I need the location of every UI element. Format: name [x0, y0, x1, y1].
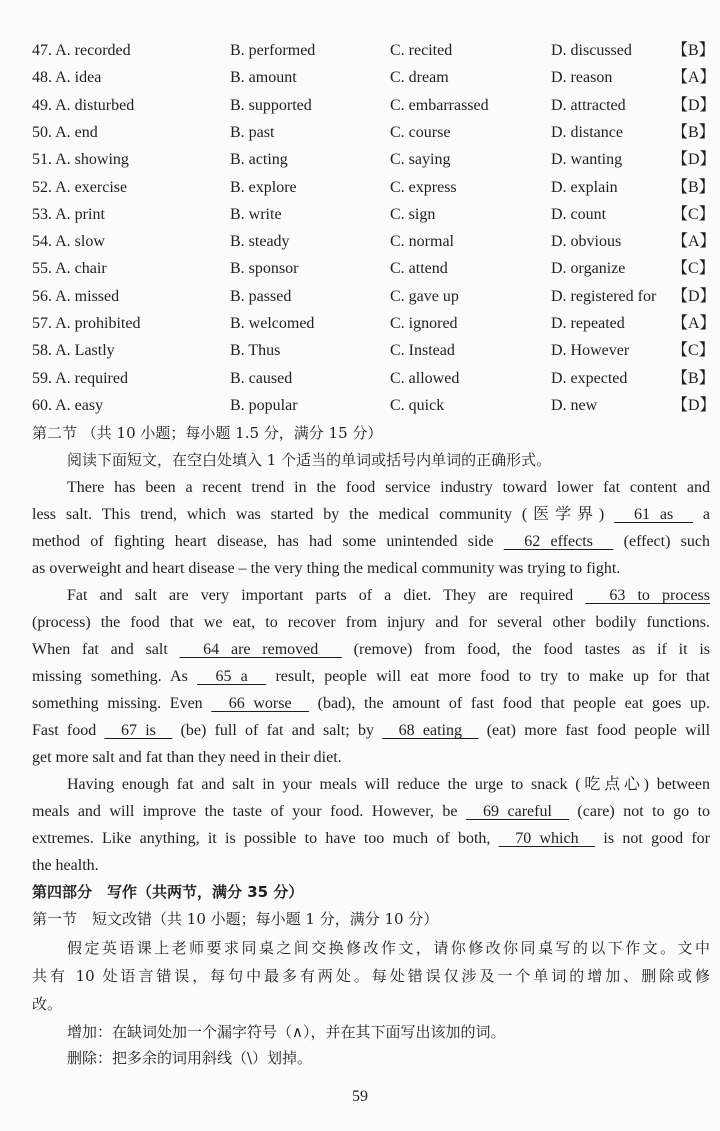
option-a-text: A. prohibited: [55, 315, 141, 332]
option-c: C. quick: [390, 396, 445, 414]
option-b: B. sponsor: [230, 260, 299, 278]
page-number: 59: [352, 1088, 368, 1105]
section-heading: 第二节 （共 10 小题；每小题 1.5 分，满分 15 分）: [32, 424, 383, 442]
option-a-text: A. chair: [55, 260, 107, 278]
option-c: C. Instead: [390, 342, 455, 360]
part4-heading: 第四部分 写作（共两节，满分 35 分）: [32, 883, 304, 901]
option-b: B. explore: [230, 178, 297, 196]
question-number: 50.: [32, 123, 52, 141]
answer-key: 【B】: [672, 178, 715, 196]
option-d: D. repeated: [551, 315, 625, 332]
passage-line: Fast food 67 is (be) full of fat and salt; by 68 eating (eat) more fast food people will: [32, 722, 711, 739]
answer-key: 【D】: [672, 396, 716, 414]
option-a: [32, 337, 115, 364]
passage-line: When fat and salt 64 are removed (remove) from food, the food tastes as if it is: [32, 641, 711, 658]
question-number: 58.: [32, 342, 52, 360]
option-a: [32, 310, 140, 337]
passage-line: meals and will improve the taste of your food. However, be 69 careful (care) not to go to: [32, 803, 711, 820]
answer-key: 【C】: [672, 205, 715, 223]
option-c: C. express: [390, 178, 457, 196]
option-d: D. explain: [551, 178, 618, 196]
option-b: B. acting: [230, 151, 288, 169]
option-a: [32, 255, 107, 282]
option-b: B. amount: [230, 69, 297, 87]
question-number: 52.: [32, 178, 52, 196]
passage-line: There has been a recent trend in the food service industry toward lower fat content and: [67, 479, 710, 496]
option-a-text: A. showing: [55, 151, 129, 169]
passage-line: extremes. Like anything, it is possible to have too much of both, 70 which is not good for: [32, 830, 711, 847]
option-c: C. recited: [390, 42, 453, 59]
answer-blank-61: 61 as: [614, 506, 693, 523]
answer-blank-69: 69 careful: [466, 803, 569, 820]
option-a: [32, 92, 134, 119]
answer-blank-68: 68 eating: [382, 722, 479, 739]
answer-key: 【A】: [672, 69, 716, 87]
answer-row: [32, 255, 715, 282]
answer-key: 【B】: [672, 123, 715, 141]
answer-row: [32, 392, 716, 419]
answer-key: 【A】: [672, 233, 716, 251]
option-d: D. wanting: [551, 151, 623, 169]
answer-blank-65: 65 a: [197, 668, 267, 685]
option-d: D. reason: [551, 69, 613, 87]
answer-key: 【A】: [672, 315, 716, 332]
passage-line: the health.: [32, 857, 99, 874]
option-a: [32, 37, 131, 64]
answer-row: [32, 365, 715, 392]
passage-line: Having enough fat and salt in your meals will reduce the urge to snack (吃点心) between: [67, 776, 710, 793]
question-number: 55.: [32, 260, 52, 278]
option-b: B. past: [230, 123, 275, 141]
option-c: C. normal: [390, 233, 454, 251]
answer-blank-67: 67 is: [104, 722, 173, 739]
option-b: B. supported: [230, 96, 312, 114]
option-b: B. Thus: [230, 342, 281, 360]
question-number: 59.: [32, 369, 52, 387]
passage-line: (process) the food that we eat, to recover from injury and for several other bodily functions.: [32, 614, 710, 631]
option-a-text: A. easy: [55, 396, 104, 414]
answer-row: [32, 310, 716, 337]
option-a: [32, 201, 105, 228]
answer-key: 【C】: [672, 260, 715, 278]
option-c: C. allowed: [390, 369, 460, 387]
option-b: B. popular: [230, 396, 298, 414]
section-instruction: 阅读下面短文，在空白处填入 1 个适当的单词或括号内单词的正确形式。: [67, 451, 552, 469]
answer-key: 【C】: [672, 342, 715, 360]
option-a-text: A. slow: [55, 233, 105, 251]
question-number: 48.: [32, 69, 52, 87]
part4-instruction: 改。: [32, 995, 63, 1013]
answer-row: [32, 119, 715, 146]
passage-line: as overweight and heart disease – the very thing the medical community was trying to fight.: [32, 560, 621, 577]
answer-key: 【D】: [672, 151, 716, 169]
option-d: D. count: [551, 205, 607, 223]
option-a-text: A. recorded: [55, 42, 131, 59]
answer-row: [32, 283, 716, 310]
option-a-text: A. exercise: [55, 178, 128, 196]
answer-row: [32, 146, 716, 173]
answer-row: [32, 201, 715, 228]
answer-blank-63: 63 to process: [585, 587, 710, 604]
passage-line: something missing. Even 66 worse (bad), the amount of fast food that people eat goes up.: [32, 695, 711, 712]
option-a: [32, 392, 103, 419]
option-a: [32, 283, 119, 310]
option-a: [32, 365, 128, 392]
option-d: D. registered for: [551, 287, 657, 305]
option-c: C. attend: [390, 260, 448, 278]
part4-subheading: 第一节 短文改错（共 10 小题；每小题 1 分，满分 10 分）: [32, 910, 439, 928]
answer-row: [32, 64, 716, 91]
delete-rule: 删除：把多余的词用斜线（\）划掉。: [67, 1049, 313, 1067]
answer-key: 【B】: [672, 42, 715, 59]
option-c: C. course: [390, 123, 451, 141]
answer-row: [32, 228, 716, 255]
option-d: D. obvious: [551, 233, 622, 251]
option-a-text: A. end: [55, 123, 98, 141]
passage-line: get more salt and fat than they need in their diet.: [32, 749, 342, 766]
part4-instruction: 假定英语课上老师要求同桌之间交换修改作文，请你修改你同桌写的以下作文。文中: [67, 939, 710, 957]
answer-row: [32, 337, 715, 364]
option-d: D. distance: [551, 123, 623, 141]
option-c: C. dream: [390, 69, 449, 87]
question-number: 60.: [32, 396, 52, 414]
question-number: 49.: [32, 96, 52, 114]
option-a: [32, 174, 127, 201]
option-d: D. new: [551, 396, 598, 414]
answer-blank-70: 70 which: [498, 830, 596, 847]
add-rule: 增加：在缺词处加一个漏字符号（∧），并在其下面写出该加的词。: [67, 1023, 506, 1041]
passage-line: missing something. As 65 a result, people will eat more food to try to make up for that: [32, 668, 710, 685]
answer-key: 【B】: [672, 369, 715, 387]
question-number: 47.: [32, 42, 52, 59]
option-a-text: A. required: [55, 369, 128, 387]
option-a: [32, 146, 129, 173]
option-b: B. passed: [230, 287, 292, 305]
option-b: B. steady: [230, 233, 290, 251]
passage-line: method of fighting heart disease, has had some unintended side 62 effects (effect) such: [32, 533, 711, 550]
option-a: [32, 64, 101, 91]
option-d: D. organize: [551, 260, 626, 278]
option-d: D. attracted: [551, 96, 626, 114]
option-c: C. saying: [390, 151, 451, 169]
answer-key: 【D】: [672, 96, 716, 114]
answer-row: [32, 37, 715, 64]
option-b: B. performed: [230, 42, 316, 59]
option-a-text: A. print: [55, 205, 105, 223]
part4-instruction: 共有 10 处语言错误，每句中最多有两处。每处错误仅涉及一个单词的增加、删除或修: [32, 967, 710, 985]
option-c: C. gave up: [390, 287, 459, 305]
answer-blank-62: 62 effects: [503, 533, 614, 550]
option-a-text: A. missed: [55, 287, 120, 305]
option-d: D. However: [551, 342, 630, 360]
option-c: C. ignored: [390, 315, 458, 332]
option-d: D. expected: [551, 369, 628, 387]
option-a: [32, 119, 98, 146]
answer-key: 【D】: [672, 287, 716, 305]
question-number: 57.: [32, 315, 52, 332]
question-number: 53.: [32, 205, 52, 223]
option-c: C. sign: [390, 205, 436, 223]
answer-blank-64: 64 are removed: [179, 641, 342, 658]
question-number: 56.: [32, 287, 52, 305]
option-b: B. welcomed: [230, 315, 315, 332]
answer-row: [32, 174, 715, 201]
question-number: 54.: [32, 233, 52, 251]
option-a: [32, 228, 105, 255]
option-a-text: A. disturbed: [55, 96, 135, 114]
option-b: B. caused: [230, 369, 293, 387]
question-number: 51.: [32, 151, 52, 169]
passage-line: less salt. This trend, which was started by the medical community (医学界) 61 as a: [32, 506, 710, 523]
option-c: C. embarrassed: [390, 96, 489, 114]
option-a-text: A. idea: [55, 69, 102, 87]
option-a-text: A. Lastly: [55, 342, 115, 360]
passage-line: Fat and salt are very important parts of a diet. They are required 63 to process: [67, 587, 710, 604]
option-d: D. discussed: [551, 42, 632, 59]
answer-row: [32, 92, 716, 119]
answer-blank-66: 66 worse: [211, 695, 309, 712]
option-b: B. write: [230, 205, 282, 223]
